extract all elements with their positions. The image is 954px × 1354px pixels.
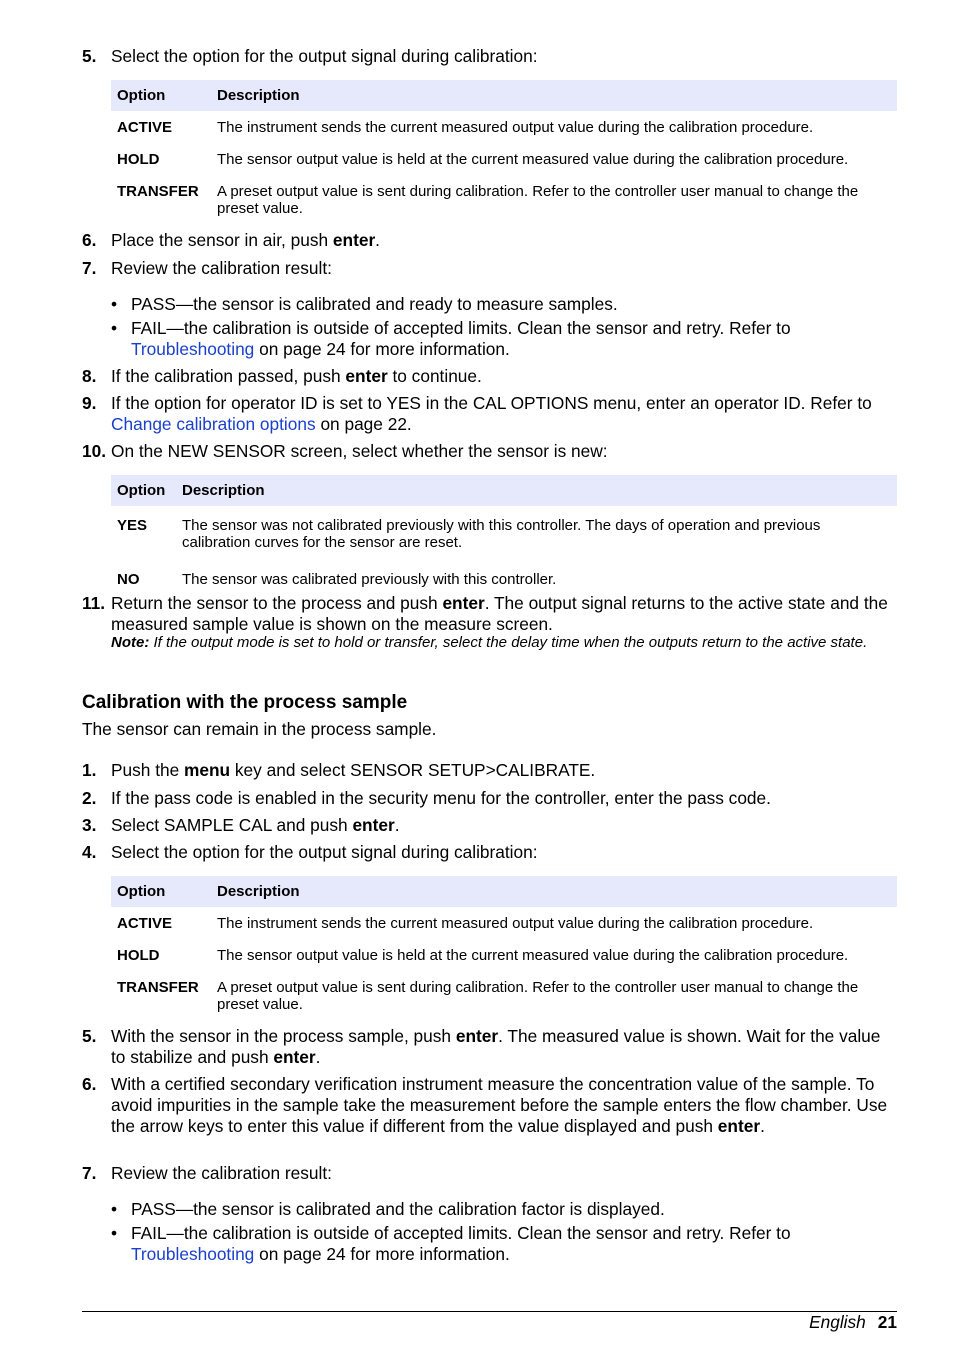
table-header-row [111,80,897,111]
step-text: Place the sensor in air, push enter. [111,230,380,250]
page-number: 21 [877,1312,897,1332]
section-intro: The sensor can remain in the process sample. [82,719,437,739]
description-cell: A preset output value is sent during calibration. Refer to the controller user manual to change the preset value. [217,183,859,217]
step-text: If the calibration passed, push enter to continue. [111,366,482,386]
step-b-7 [82,1163,897,1184]
table-row [111,175,897,224]
step-b-6 [82,1074,897,1137]
step-number: 8. [82,366,97,386]
option-cell: NO [117,571,140,588]
step-number: 1. [82,760,97,780]
step-text: Select SAMPLE CAL and push enter. [111,815,400,835]
step-text: With a certified secondary verification instrument measure the concentration value of the sample. To avoid impurities in the sample take the measurement before the sample enters the flow chamber. Use the arrow keys to enter this value if different from the value displayed and push enter. [111,1074,888,1136]
table-row [111,560,897,595]
step-7 [82,258,897,279]
option-cell: HOLD [117,947,160,964]
step-b-4 [82,842,897,863]
description-cell: The sensor was not calibrated previously with this controller. The days of operation and previous calibration curves for the sensor are reset. [182,517,821,551]
bullet-text: PASS—the sensor is calibrated and ready to measure samples. [131,294,618,314]
bullet-glyph: • [111,318,118,338]
bullet-text: PASS—the sensor is calibrated and the calibration factor is displayed. [131,1199,665,1219]
option-cell: YES [117,517,148,534]
option-cell: TRANSFER [117,183,199,200]
description-cell: The sensor output value is held at the current measured value during the calibration procedure. [217,151,849,168]
step-6 [82,230,897,251]
description-cell: The instrument sends the current measured output value during the calibration procedure. [217,119,814,136]
table-row [111,506,897,560]
table-header-row [111,475,897,506]
step-text: If the option for operator ID is set to YES in the CAL OPTIONS menu, enter an operator ID. Refer to Change calibration options on page 22. [111,393,872,434]
section-heading: Calibration with the process sample [82,692,408,713]
list-item-pass [111,294,897,315]
table-row [111,907,897,939]
column-header-option: Option [111,80,211,111]
troubleshooting-link[interactable]: Troubleshooting [131,339,255,359]
step-5 [82,46,897,67]
description-cell: The instrument sends the current measured output value during the calibration procedure. [217,915,814,932]
step-text: With the sensor in the process sample, push enter. The measured value is shown. Wait for the value to stabilize and push enter. [111,1026,881,1067]
column-header-description: Description [176,475,897,506]
step-b-1 [82,760,897,781]
step-b-5 [82,1026,897,1068]
column-header-description: Description [211,876,897,907]
note-label: Note: [111,634,150,651]
step-number: 6. [82,1074,97,1094]
list-item-fail [111,318,897,360]
table-row [111,111,897,143]
table-row [111,971,897,1020]
output-signal-options-table [111,80,897,224]
column-header-option: Option [111,876,211,907]
option-cell: HOLD [117,151,160,168]
step-text: Review the calibration result: [111,1163,332,1183]
step-number: 4. [82,842,97,862]
step-text: Select the option for the output signal during calibration: [111,842,538,862]
option-cell: ACTIVE [117,119,173,136]
step-number: 11. [82,593,106,613]
list-item-pass [111,1199,897,1220]
step-b-2 [82,788,897,809]
list-item-fail [111,1223,897,1265]
step-text: Review the calibration result: [111,258,332,278]
description-cell: A preset output value is sent during calibration. Refer to the controller user manual to change the preset value. [217,979,859,1013]
page-footer [809,1312,897,1333]
change-calibration-options-link[interactable]: Change calibration options [111,414,316,434]
note [111,634,897,652]
troubleshooting-link[interactable]: Troubleshooting [131,1244,255,1264]
bullet-glyph: • [111,1199,118,1219]
step-text: Push the menu key and select SENSOR SETUP>CALIBRATE. [111,760,596,780]
step-number: 3. [82,815,97,835]
bullet-text: FAIL—the calibration is outside of accepted limits. Clean the sensor and retry. Refer to Troubleshooting on page 24 for more information. [131,1223,791,1264]
table-header-row [111,876,897,907]
step-number: 2. [82,788,97,808]
bullet-glyph: • [111,1223,118,1243]
sample-cal-output-options-table [111,876,897,1020]
footer-divider [82,1311,897,1312]
step-text: On the NEW SENSOR screen, select whether the sensor is new: [111,441,608,461]
table-row [111,939,897,971]
step-number: 9. [82,393,97,413]
step-text: Select the option for the output signal during calibration: [111,46,538,66]
bullet-text: FAIL—the calibration is outside of accepted limits. Clean the sensor and retry. Refer to Troubleshooting on page 24 for more information. [131,318,791,359]
step-b-3 [82,815,897,836]
step-number: 7. [82,1163,97,1183]
option-cell: ACTIVE [117,915,173,932]
step-number: 10. [82,441,107,461]
option-cell: TRANSFER [117,979,199,996]
step-8 [82,366,897,387]
step-11 [82,593,897,635]
step-9 [82,393,897,435]
step-10 [82,441,897,462]
bullet-glyph: • [111,294,118,314]
note-text: If the output mode is set to hold or transfer, select the delay time when the outputs return to the active state. [149,634,868,651]
step-text: If the pass code is enabled in the security menu for the controller, enter the pass code. [111,788,771,808]
step-text: Return the sensor to the process and push enter. The output signal returns to the active state and the measured sample value is shown on the measure screen. [111,593,888,634]
step-number: 5. [82,1026,97,1046]
description-cell: The sensor was calibrated previously with this controller. [182,571,557,588]
column-header-option: Option [111,475,176,506]
step-number: 5. [82,46,97,66]
step-number: 7. [82,258,97,278]
new-sensor-options-table [111,475,897,595]
column-header-description: Description [211,80,897,111]
footer-language: English [809,1312,866,1332]
step-number: 6. [82,230,97,250]
table-row [111,143,897,175]
description-cell: The sensor output value is held at the current measured value during the calibration procedure. [217,947,849,964]
